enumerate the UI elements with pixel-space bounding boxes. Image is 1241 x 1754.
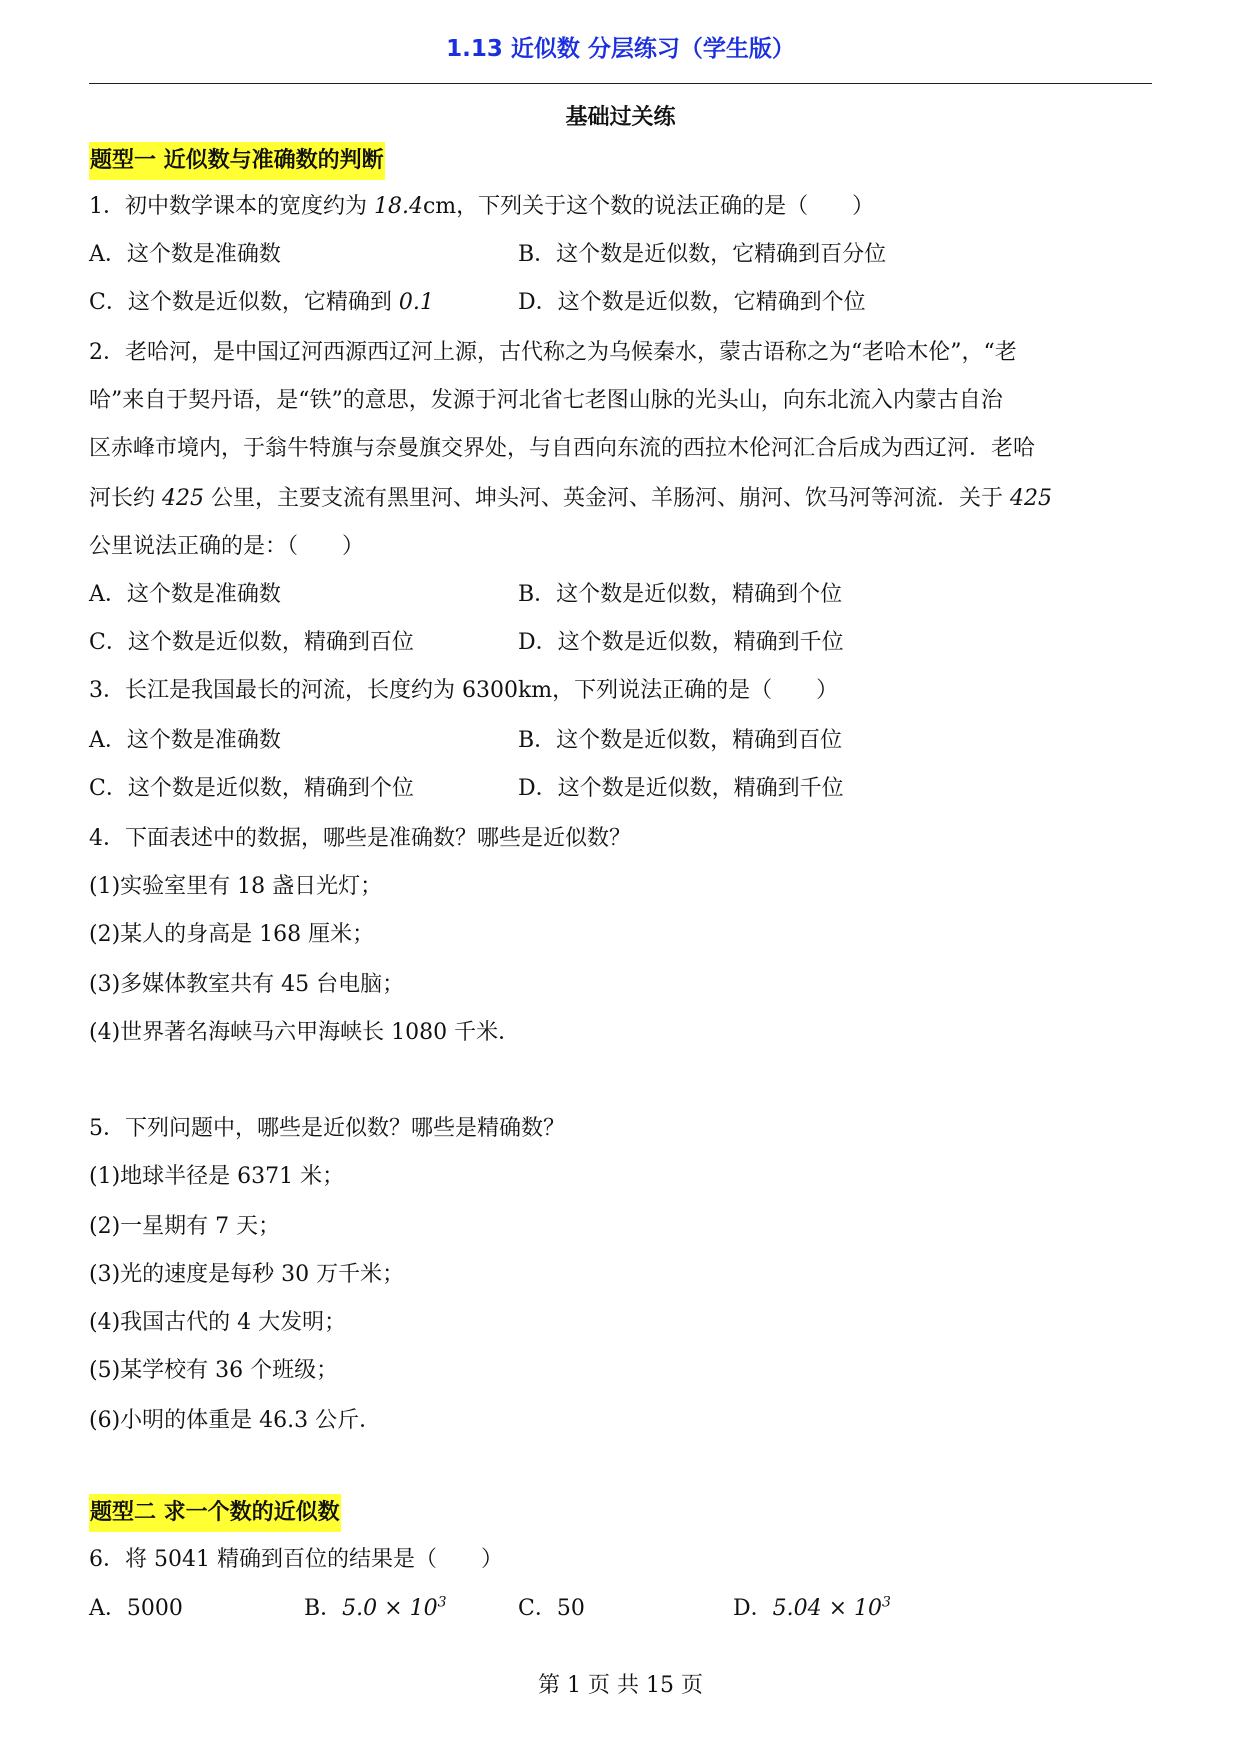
question-6-option-d-exponent: 3 (882, 1594, 891, 1611)
question-6-option-b-exponent: 3 (437, 1594, 447, 1611)
question-4-item: (2)某人的身高是 168 厘米； (89, 922, 375, 947)
question-3-stem: 3．长江是我国最长的河流，长度约为 6300km，下列说法正确的是（ ） (89, 678, 839, 703)
question-1-option-a: A．这个数是准确数 (89, 242, 281, 267)
question-2-line-3: 区赤峰市境内，于翁牛特旗与奈曼旗交界处，与自西向东流的西拉木伦河汇合后成为西辽河．老哈 (89, 436, 1036, 461)
question-1-option-d: D．这个数是近似数，它精确到个位 (518, 290, 866, 315)
question-6-option-b-label: B． (304, 1596, 343, 1621)
question-4-item: (1)实验室里有 18 盏日光灯； (89, 874, 383, 899)
question-3-option-d: D．这个数是近似数，精确到千位 (518, 776, 844, 801)
question-1-option-c-value: 0.1 (398, 290, 434, 315)
question-2-value: 425 (162, 486, 204, 511)
question-6-option-d (733, 1594, 891, 1624)
question-1-option-b: B．这个数是近似数，它精确到百分位 (518, 242, 887, 267)
question-2-line-4-text-mid: 公里，主要支流有黑里河、坤头河、英金河、羊肠河、崩河、饮马河等河流．关于 (204, 486, 1010, 511)
question-2-line-2: 哈”来自于契丹语，是“铁”的意思，发源于河北省七老图山脉的光头山，向东北流入内蒙古自治 (89, 388, 1003, 413)
question-2-option-c: C．这个数是近似数，精确到百位 (89, 630, 414, 655)
question-1-stem-text-end: cm，下列关于这个数的说法正确的是（ ） (422, 194, 875, 219)
question-1-option-c-text: C．这个数是近似数，它精确到 (89, 290, 399, 315)
question-3-option-b: B．这个数是近似数，精确到百位 (518, 728, 843, 753)
document-title: 1.13 近似数 分层练习（学生版） (446, 36, 795, 62)
question-2-option-a: A．这个数是准确数 (89, 582, 281, 607)
question-1-option-c (89, 288, 434, 318)
question-2-line-4-text: 河长约 (89, 486, 162, 511)
question-2-line-1: 2．老哈河，是中国辽河西源西辽河上源，古代称之为乌候秦水，蒙古语称之为“老哈木伦”，“老 (89, 340, 1017, 365)
section-title: 基础过关练 (565, 105, 676, 130)
question-4-stem: 4．下面表述中的数据，哪些是准确数？哪些是近似数？ (89, 826, 631, 851)
question-4-item: (3)多媒体教室共有 45 台电脑； (89, 972, 405, 997)
question-5-item: (6)小明的体重是 46.3 公斤． (89, 1408, 382, 1433)
question-6-option-a: A．5000 (89, 1596, 183, 1621)
question-6-stem: 6．将 5041 精确到百位的结果是（ ） (89, 1547, 503, 1572)
question-5-item: (5)某学校有 36 个班级； (89, 1358, 339, 1383)
question-5-item: (3)光的速度是每秒 30 万千米； (89, 1262, 405, 1287)
question-2-option-d: D．这个数是近似数，精确到千位 (518, 630, 844, 655)
question-1-stem (89, 192, 874, 222)
question-6-option-d-label: D． (733, 1596, 773, 1621)
question-5-item: (1)地球半径是 6371 米； (89, 1164, 345, 1189)
question-6-option-b-value: 5.0 × 10 (342, 1596, 438, 1621)
header-divider (89, 83, 1152, 84)
question-5-item: (4)我国古代的 4 大发明； (89, 1310, 347, 1335)
page-footer: 第 1 页 共 15 页 (538, 1673, 703, 1698)
question-6-option-b (304, 1594, 447, 1624)
question-6-option-c: C．50 (518, 1596, 585, 1621)
question-1-stem-text: 1．初中数学课本的宽度约为 (89, 194, 374, 219)
question-2-line-4 (89, 484, 1052, 514)
question-5-stem: 5．下列问题中，哪些是近似数？哪些是精确数？ (89, 1116, 565, 1141)
question-type-1-heading: 题型一 近似数与准确数的判断 (89, 142, 385, 180)
question-2-value-2: 425 (1010, 486, 1052, 511)
question-3-option-a: A．这个数是准确数 (89, 728, 281, 753)
question-type-2-heading: 题型二 求一个数的近似数 (89, 1494, 341, 1532)
question-3-option-c: C．这个数是近似数，精确到个位 (89, 776, 414, 801)
question-6-option-d-value: 5.04 × 10 (772, 1596, 883, 1621)
question-5-item: (2)一星期有 7 天； (89, 1214, 281, 1239)
question-2-line-5: 公里说法正确的是：（ ） (89, 534, 365, 559)
question-1-value: 18.4 (374, 194, 423, 219)
question-4-item: (4)世界著名海峡马六甲海峡长 1080 千米． (89, 1020, 521, 1045)
question-2-option-b: B．这个数是近似数，精确到个位 (518, 582, 843, 607)
